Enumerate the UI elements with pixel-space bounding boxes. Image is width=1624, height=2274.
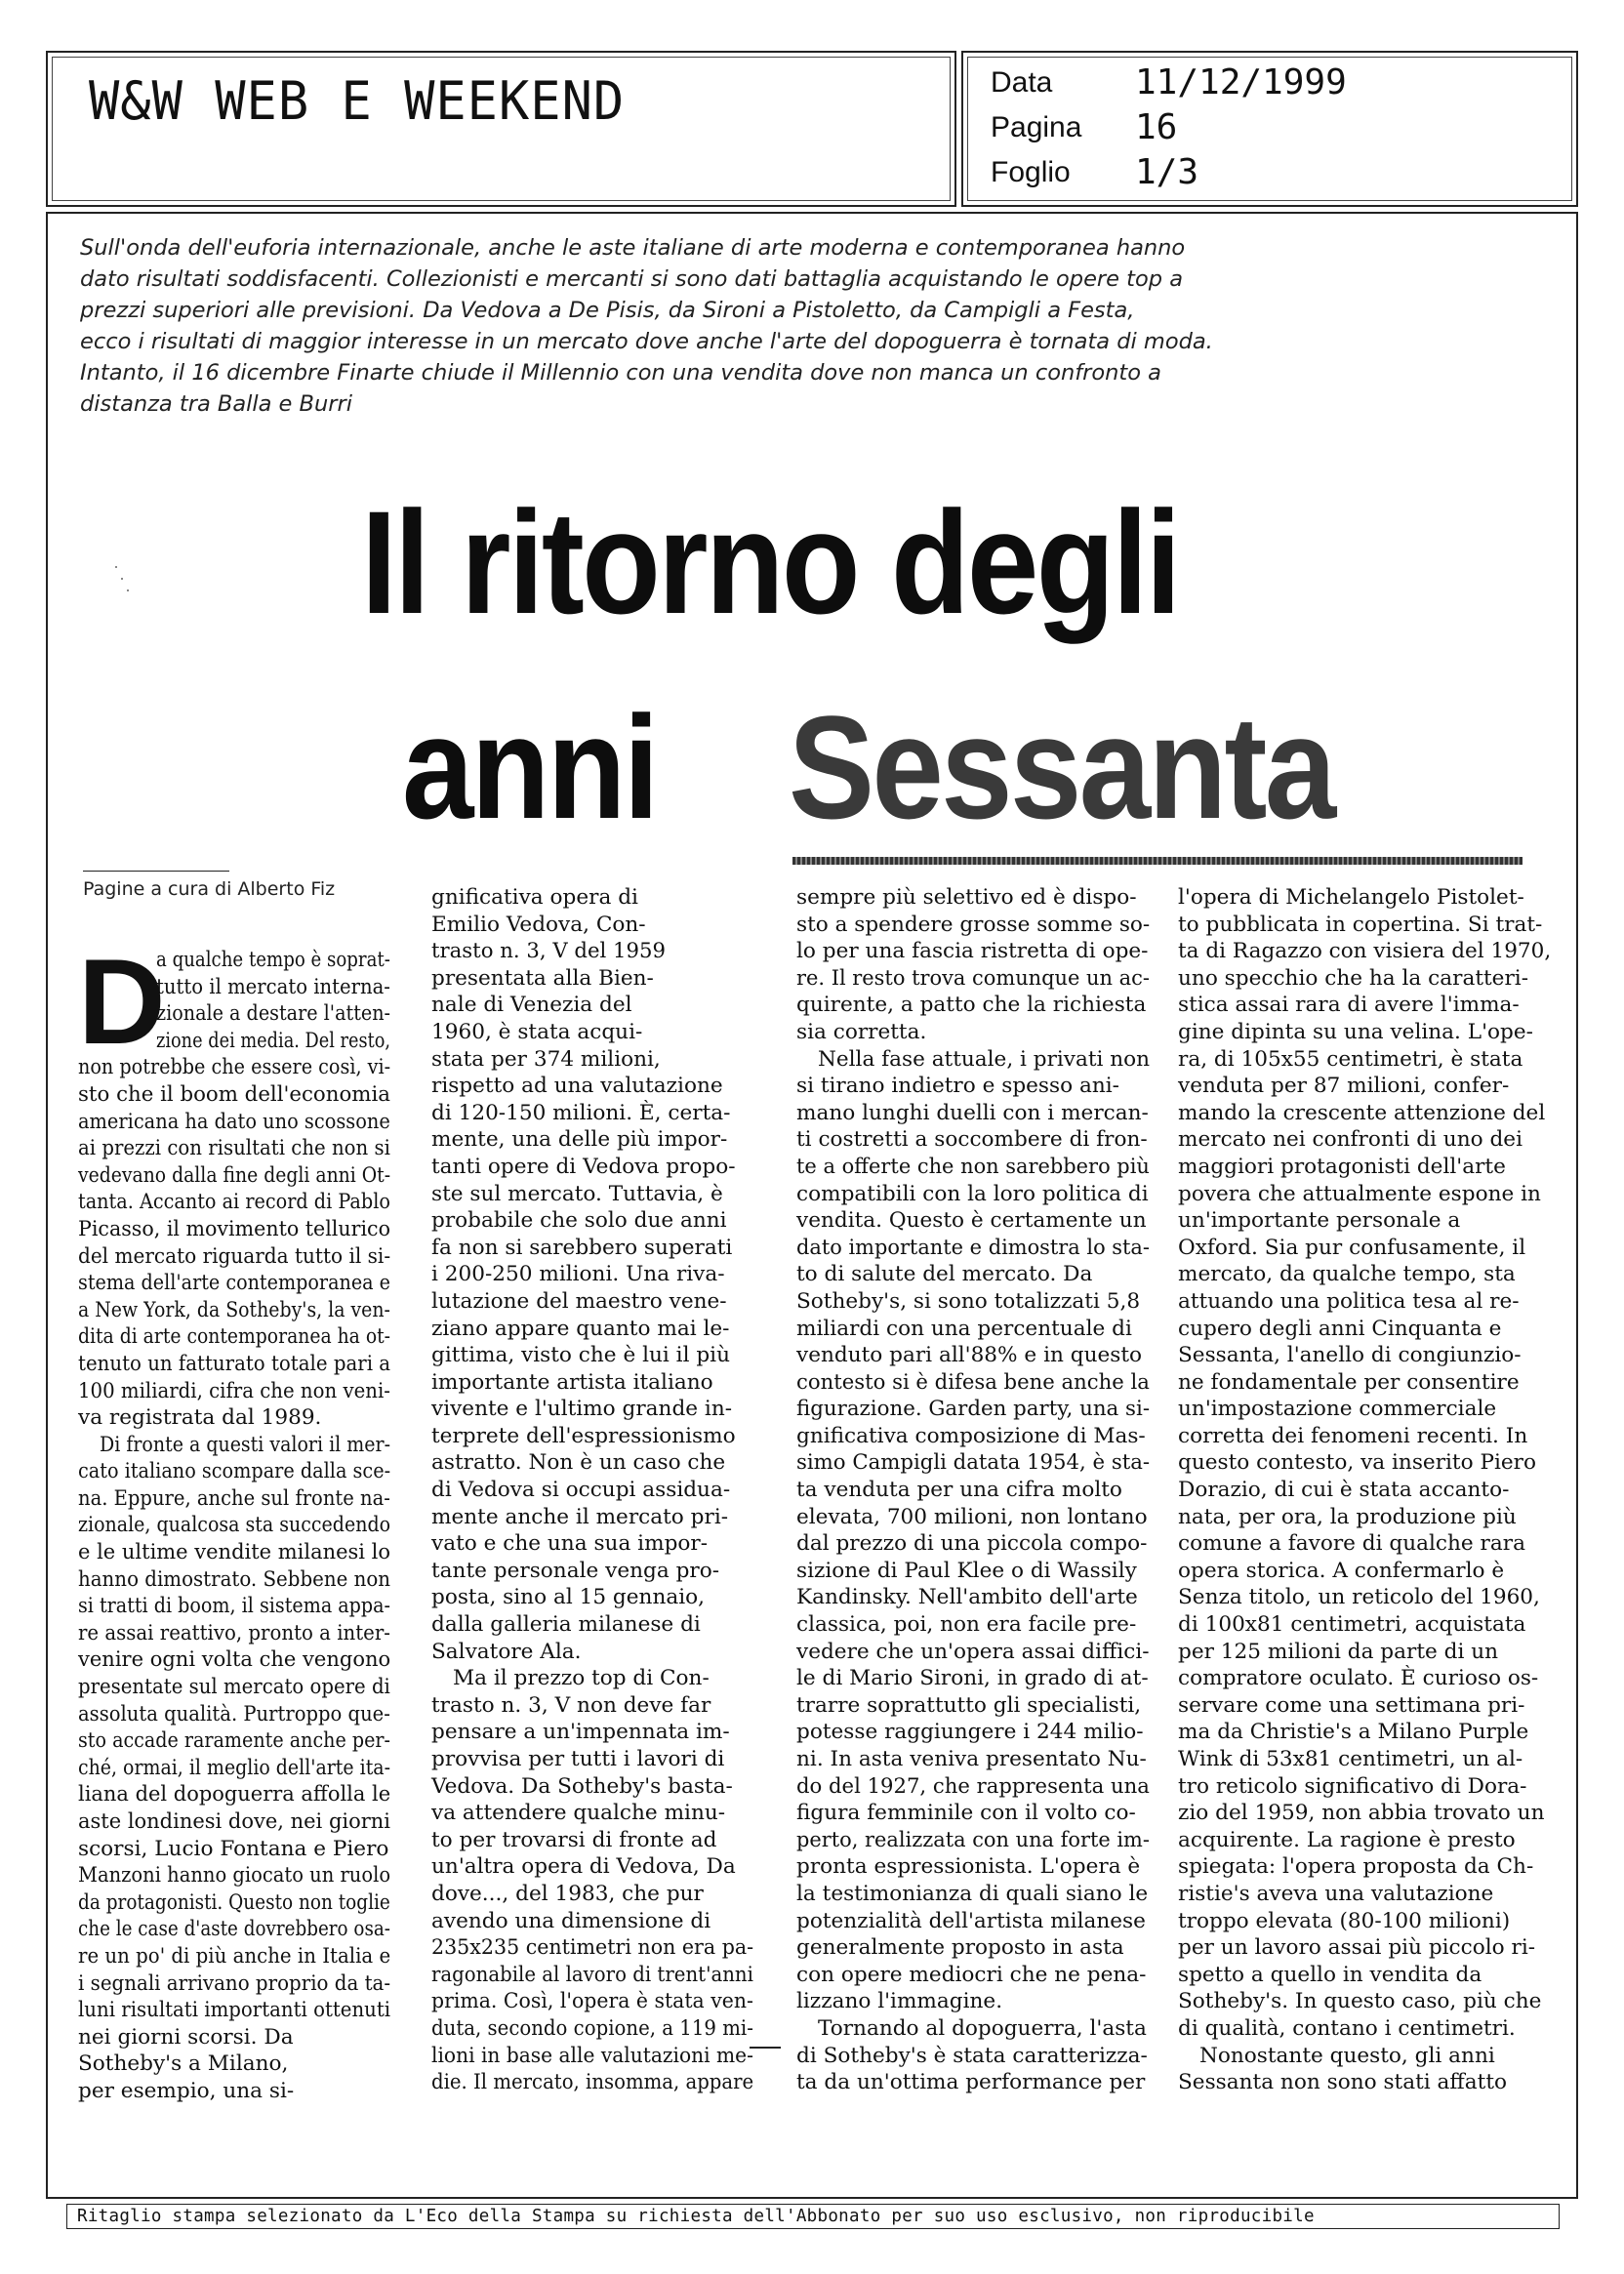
text-line: per esempio, una si- (78, 2078, 295, 2103)
column-divider-mark (750, 2047, 781, 2049)
text-line: Sotheby's. In questo caso, più che (1178, 1989, 1542, 2014)
text-line: simo Campigli datata 1954, è sta- (796, 1450, 1151, 1476)
page-value: 16 (1135, 107, 1178, 147)
text-line: zionale, qualcosa sta succedendo (78, 1513, 391, 1538)
text-line: i 200-250 milioni. Una riva- (431, 1262, 725, 1287)
text-line: zione dei media. Del resto, (156, 1028, 391, 1053)
text-line: astratto. Non è un caso che (431, 1450, 726, 1476)
text-line: sizione di Paul Klee o di Wassily (796, 1558, 1137, 1583)
byline: Pagine a cura di Alberto Fiz (83, 878, 336, 900)
scan-speck (115, 566, 117, 568)
text-line: nei giorni scorsi. Da (78, 2024, 294, 2050)
text-line: rispetto ad una valutazione (431, 1074, 723, 1099)
text-line: si tratti di boom, il sistema appa- (78, 1594, 391, 1619)
text-line: liana del dopoguerra affolla le (78, 1782, 391, 1807)
text-line: elevata, 700 milioni, non lontano (796, 1504, 1148, 1529)
article-column-4 (1178, 884, 1551, 2096)
text-line: presentate sul mercato opere di (78, 1675, 390, 1700)
text-line: avendo una dimensione di (431, 1908, 711, 1933)
text-line: ziano appare quanto mai le- (431, 1316, 730, 1341)
text-line: to pubblicata in copertina. Si trat- (1178, 912, 1543, 937)
text-line: che le case d'aste dovrebbero osa- (78, 1917, 391, 1942)
text-line: ti costretti a soccombere di fron- (796, 1127, 1148, 1153)
text-line: figura femminile con il volto co- (796, 1801, 1136, 1826)
text-line: di 120-150 milioni. È, certa- (431, 1100, 731, 1125)
text-line: spetto a quello in vendita da (1178, 1962, 1482, 1987)
text-line: gine dipinta su una velina. L'ope- (1178, 1019, 1533, 1044)
text-line: re. Il resto trova comunque un ac- (796, 965, 1150, 991)
text-line: perto, realizzata con una forte im- (796, 1827, 1150, 1852)
text-line: quirente, a patto che la richiesta (796, 993, 1147, 1018)
text-line: venire ogni volta che vengono (78, 1647, 391, 1673)
text-line: vedere che un'opera assai diffici- (796, 1639, 1150, 1664)
text-line: ta di Ragazzo con visiera del 1970, (1178, 939, 1552, 964)
text-line: uno specchio che ha la caratteri- (1178, 965, 1528, 991)
text-line: lo per una fascia ristretta di ope- (796, 939, 1149, 964)
text-line: questo contesto, va inserito Piero (1178, 1450, 1536, 1476)
text-line: Manzoni hanno giocato un ruolo (78, 1863, 391, 1888)
deck-line: Intanto, il 16 dicembre Finarte chiude il Millennio con una vendita dove non manca un confronto a (80, 360, 1161, 386)
text-line: Di fronte a questi valori il mer- (100, 1432, 391, 1457)
text-line: Tornando al dopoguerra, l'asta (818, 2015, 1147, 2041)
text-line: acquirente. La ragione è presto (1178, 1827, 1516, 1852)
footer-notice: Ritaglio stampa selezionato da L'Eco della Stampa su richiesta dell'Abbonato per suo uso esclusivo, non riproducibile (77, 2207, 1315, 2226)
text-line: mercato, da qualche tempo, sta (1178, 1262, 1516, 1287)
text-line: tutto il mercato interna- (156, 974, 390, 999)
text-line: ma da Christie's a Milano Purple (1178, 1720, 1529, 1745)
text-line: maggiori protagonisti dell'arte (1178, 1154, 1506, 1179)
text-line: probabile che solo due anni (431, 1208, 727, 1234)
text-line: trasto n. 3, V del 1959 (431, 939, 666, 964)
date-value: 11/12/1999 (1135, 62, 1347, 102)
text-line: per 125 milioni da parte di un (1178, 1639, 1499, 1664)
text-line: presentata alla Bien- (431, 965, 654, 991)
text-line: Sessanta, l'anello di congiunzio- (1178, 1343, 1522, 1368)
text-line: Nella fase attuale, i privati non (818, 1046, 1151, 1072)
text-line: provvisa per tutti i lavori di (431, 1747, 725, 1771)
text-line: gnificativa composizione di Mas- (796, 1423, 1146, 1448)
text-line: l'opera di Michelangelo Pistolet- (1178, 885, 1524, 910)
text-line: Ma il prezzo top di Con- (453, 1666, 710, 1691)
text-line: dita di arte contemporanea ha ot- (78, 1324, 391, 1350)
text-line: zio del 1959, non abbia trovato un (1178, 1801, 1545, 1826)
text-line: luni risultati importanti ottenuti (78, 1998, 391, 2023)
text-line: trasto n. 3, V non deve far (431, 1692, 711, 1718)
text-line: na. Eppure, anche sul fronte na- (78, 1485, 390, 1511)
text-line: attuando una politica tesa al re- (1178, 1288, 1520, 1314)
text-line: ta da un'ottima performance per (796, 2070, 1146, 2095)
text-line: un'altra opera di Vedova, Da (431, 1854, 736, 1880)
text-line: 100 miliardi, cifra che non veni- (78, 1378, 390, 1403)
text-line: ragonabile al lavoro di trent'anni (431, 1962, 753, 1987)
text-line: lutazione del maestro vene- (431, 1288, 727, 1314)
text-line: pensare a un'impennata im- (431, 1720, 730, 1745)
text-line: aste londinesi dove, nei giorni (78, 1809, 391, 1834)
text-line: Dorazio, di cui è stata accanto- (1178, 1478, 1510, 1503)
text-line: to di salute del mercato. Da (796, 1262, 1093, 1287)
text-line: fa non si sarebbero superati (431, 1235, 733, 1260)
text-line: di 100x81 centimetri, acquistata (1178, 1612, 1526, 1638)
deck-line: prezzi superiori alle previsioni. Da Vedova a De Pisis, da Sironi a Pistoletto, da Campigli a Festa, (80, 298, 1135, 323)
text-line: Picasso, il movimento tellurico (78, 1216, 390, 1241)
text-line: tenuto un fatturato totale pari a (78, 1351, 391, 1376)
text-line: opera storica. A confermarlo è (1178, 1558, 1505, 1583)
article-column-1 (78, 935, 391, 2105)
text-line: Oxford. Sia pur confusamente, il (1178, 1235, 1526, 1260)
text-line: dato importante e dimostra lo sta- (796, 1235, 1150, 1260)
text-line: 235x235 centimetri non era pa- (431, 1935, 754, 1961)
text-line: ste sul mercato. Tuttavia, è (431, 1181, 723, 1206)
text-line: compratore oculato. È curioso os- (1178, 1666, 1539, 1691)
scan-speck (121, 578, 123, 580)
text-line: del mercato riguarda tutto il si- (78, 1243, 391, 1269)
text-line: vivente e l'ultimo grande in- (431, 1397, 733, 1422)
text-line: gittima, visto che è lui il più (431, 1343, 730, 1368)
article-column-2 (431, 884, 753, 2096)
text-line: miliardi con una percentuale di (796, 1316, 1132, 1341)
text-line: zionale a destare l'atten- (156, 1001, 391, 1027)
text-line: un'impostazione commerciale (1178, 1397, 1497, 1422)
text-line: nale di Venezia del (431, 993, 632, 1018)
text-line: i segnali arrivano proprio da ta- (78, 1970, 391, 1996)
text-line: stata per 374 milioni, (431, 1046, 661, 1072)
text-line: scorsi, Lucio Fontana e Piero (78, 1836, 389, 1861)
text-line: sto a spendere grosse somme so- (796, 912, 1151, 937)
text-line: Emilio Vedova, Con- (431, 912, 646, 937)
text-line: gnificativa opera di (431, 885, 638, 910)
text-line: die. Il mercato, insomma, appare (431, 2070, 754, 2095)
text-line: va attendere qualche minu- (431, 1801, 726, 1826)
text-line: e le ultime vendite milanesi lo (78, 1540, 391, 1565)
text-line: Nonostante questo, gli anni (1199, 2043, 1495, 2068)
text-line: posta, sino al 15 gennaio, (431, 1585, 705, 1610)
clipping-meta (961, 51, 1578, 207)
text-line: vato e che una sua impor- (431, 1531, 709, 1557)
text-line: potesse raggiungere i 244 milio- (796, 1720, 1144, 1745)
text-line: figurazione. Garden party, una si- (796, 1397, 1151, 1422)
text-line: americana ha dato uno scossone (78, 1109, 390, 1134)
text-line: comune a favore di qualche rara (1178, 1531, 1525, 1557)
text-line: Senza titolo, un reticolo del 1960, (1178, 1585, 1540, 1610)
text-line: di Vedova si occupi assidua- (431, 1478, 731, 1503)
text-line: per un lavoro assai più piccolo ri- (1178, 1935, 1536, 1961)
text-line: si tirano indietro e spesso ani- (796, 1074, 1119, 1099)
text-line: da protagonisti. Questo non toglie (78, 1889, 390, 1915)
headline-line-2b: Sessanta (789, 685, 1334, 849)
text-line: mente, una delle più impor- (431, 1127, 728, 1153)
text-line: to per trovarsi di fronte ad (431, 1827, 717, 1852)
text-line: Salvatore Ala. (431, 1639, 582, 1664)
text-line: troppo elevata (80-100 milioni) (1178, 1908, 1511, 1933)
text-line: tro reticolo significativo di Dora- (1178, 1773, 1527, 1799)
text-line: povera che attualmente espone in (1178, 1181, 1541, 1206)
deck-line: Sull'onda dell'euforia internazionale, anche le aste italiane di arte moderna e contemporanea hanno (80, 235, 1186, 261)
text-line: ni. In asta veniva presentato Nu- (796, 1747, 1147, 1771)
text-line: di qualità, contano i centimetri. (1178, 2015, 1516, 2041)
text-line: prima. Così, l'opera è stata ven- (431, 1989, 753, 2014)
text-line: tanti opere di Vedova propo- (431, 1154, 736, 1179)
text-line: venduto pari all'88% e in questo (796, 1343, 1143, 1368)
text-line: corretta dei fenomeni recenti. In (1178, 1423, 1528, 1448)
text-line: stema dell'arte contemporanea e (78, 1271, 391, 1296)
text-line: mente anche il mercato pri- (431, 1504, 729, 1529)
headline-line-2a: anni (402, 685, 657, 849)
text-line: un'importante personale a (1178, 1208, 1461, 1234)
text-line: venduta per 87 milioni, confer- (1178, 1074, 1510, 1099)
headline-underline (792, 857, 1522, 865)
text-line: Sotheby's a Milano, (78, 2051, 289, 2077)
sheet-label: Foglio (991, 156, 1071, 188)
text-line: Sotheby's, si sono totalizzati 5,8 (796, 1288, 1141, 1314)
text-line: hanno dimostrato. Sebbene non (78, 1566, 391, 1592)
text-line: ra, di 105x55 centimetri, è stata (1178, 1046, 1523, 1072)
text-line: Vedova. Da Sotheby's basta- (431, 1773, 733, 1799)
scan-speck (127, 589, 129, 591)
text-line: a qualche tempo è soprat- (156, 948, 390, 972)
text-line: terprete dell'espressionismo (431, 1423, 736, 1448)
text-line: mando la crescente attenzione del (1178, 1100, 1546, 1125)
text-line: do del 1927, che rappresenta una (796, 1773, 1150, 1799)
text-line: ristie's aveva una valutazione (1178, 1881, 1494, 1906)
article-deck (80, 232, 1213, 420)
text-line: va registrata dal 1989. (78, 1405, 322, 1431)
date-label: Data (991, 66, 1053, 99)
text-line: lizzano l'immagine. (796, 1989, 1003, 2014)
text-line: ta venduta per una cifra molto (796, 1478, 1122, 1503)
text-line: stica assai rara di avere l'imma- (1178, 993, 1520, 1018)
text-line: cato italiano scompare dalla sce- (78, 1459, 391, 1484)
page-label: Pagina (991, 111, 1082, 143)
text-line: sia corretta. (796, 1019, 927, 1044)
article-column-3 (796, 884, 1150, 2096)
text-line: non potrebbe che essere così, vi- (78, 1055, 391, 1080)
text-line: a New York, da Sotheby's, la ven- (78, 1297, 390, 1322)
text-line: pronta espressionista. L'opera è (796, 1854, 1141, 1880)
drop-cap: D (78, 935, 166, 1070)
text-line: Wink di 53x81 centimetri, un al- (1178, 1747, 1523, 1771)
text-line: servare come una settimana pri- (1178, 1692, 1525, 1718)
text-line: potenzialità dell'artista milanese (796, 1908, 1146, 1933)
text-line: sempre più selettivo ed è dispo- (796, 885, 1137, 910)
text-line: tante personale venga pro- (431, 1558, 720, 1583)
sheet-value: 1/3 (1135, 152, 1199, 192)
byline-rule (83, 871, 229, 872)
publication-title: W&W WEB E WEEKEND (89, 70, 626, 133)
text-line: le di Mario Sironi, in grado di at- (796, 1666, 1149, 1691)
headline-line-1: Il ritorno degli (361, 480, 1179, 644)
text-line: dal prezzo di una piccola compo- (796, 1531, 1148, 1557)
clipping-footer (66, 2204, 1560, 2229)
text-line: mercato nei confronti di uno dei (1178, 1127, 1522, 1153)
text-line: tanta. Accanto ai record di Pablo (78, 1190, 390, 1215)
text-line: ne fondamentale per consentire (1178, 1369, 1520, 1395)
deck-line: dato risultati soddisfacenti. Collezionisti e mercanti si sono dati battaglia acquistando le opere top a (80, 266, 1183, 292)
text-line: vendita. Questo è certamente un (796, 1208, 1147, 1234)
text-line: classica, poi, non era facile pre- (796, 1612, 1137, 1638)
text-line: duta, secondo copione, a 119 mi- (431, 2015, 753, 2041)
text-line: ché, ormai, il meglio dell'arte ita- (78, 1755, 390, 1780)
text-line: re un po' di più anche in Italia e (78, 1943, 391, 1969)
text-line: Kandinsky. Nell'ambito dell'arte (796, 1585, 1138, 1610)
text-line: ai prezzi con risultati che non si (78, 1136, 390, 1161)
text-line: 1960, è stata acqui- (431, 1019, 643, 1044)
text-line: sto accade raramente anche per- (78, 1728, 390, 1754)
text-line: re assai reattivo, pronto a inter- (78, 1620, 390, 1645)
text-line: di Sotheby's è stata caratterizza- (796, 2043, 1148, 2068)
text-line: dalla galleria milanese di (431, 1612, 701, 1638)
text-line: spiegata: l'opera proposta da Ch- (1178, 1854, 1534, 1880)
text-line: cupero degli anni Cinquanta e (1178, 1316, 1502, 1341)
publication-header (46, 51, 956, 207)
text-line: la testimonianza di quali siano le (796, 1881, 1149, 1906)
deck-line: ecco i risultati di maggior interesse in un mercato dove anche l'arte del dopoguerra è tornata di moda. (80, 329, 1213, 354)
text-line: importante artista italiano (431, 1369, 713, 1395)
text-line: compatibili con la loro politica di (796, 1181, 1149, 1206)
text-line: generalmente proposto in asta (796, 1935, 1124, 1961)
text-line: vedevano dalla fine degli anni Ot- (78, 1162, 391, 1188)
text-line: assoluta qualità. Purtroppo que- (78, 1701, 390, 1726)
deck-line: distanza tra Balla e Burri (80, 391, 352, 417)
text-line: lioni in base alle valutazioni me- (431, 2043, 753, 2068)
text-line: con opere mediocri che ne pena- (796, 1962, 1147, 1987)
text-line: Sessanta non sono stati affatto (1178, 2070, 1507, 2095)
text-line: mano lunghi duelli con i mercan- (796, 1100, 1149, 1125)
text-line: trarre soprattutto gli specialisti, (796, 1692, 1142, 1718)
text-line: contesto si è difesa bene anche la (796, 1369, 1150, 1395)
text-line: dove..., del 1983, che pur (431, 1881, 704, 1906)
text-line: sto che il boom dell'economia (78, 1081, 390, 1107)
text-line: nata, per ora, la produzione più (1178, 1504, 1517, 1529)
text-line: te a offerte che non sarebbero più (796, 1154, 1150, 1179)
